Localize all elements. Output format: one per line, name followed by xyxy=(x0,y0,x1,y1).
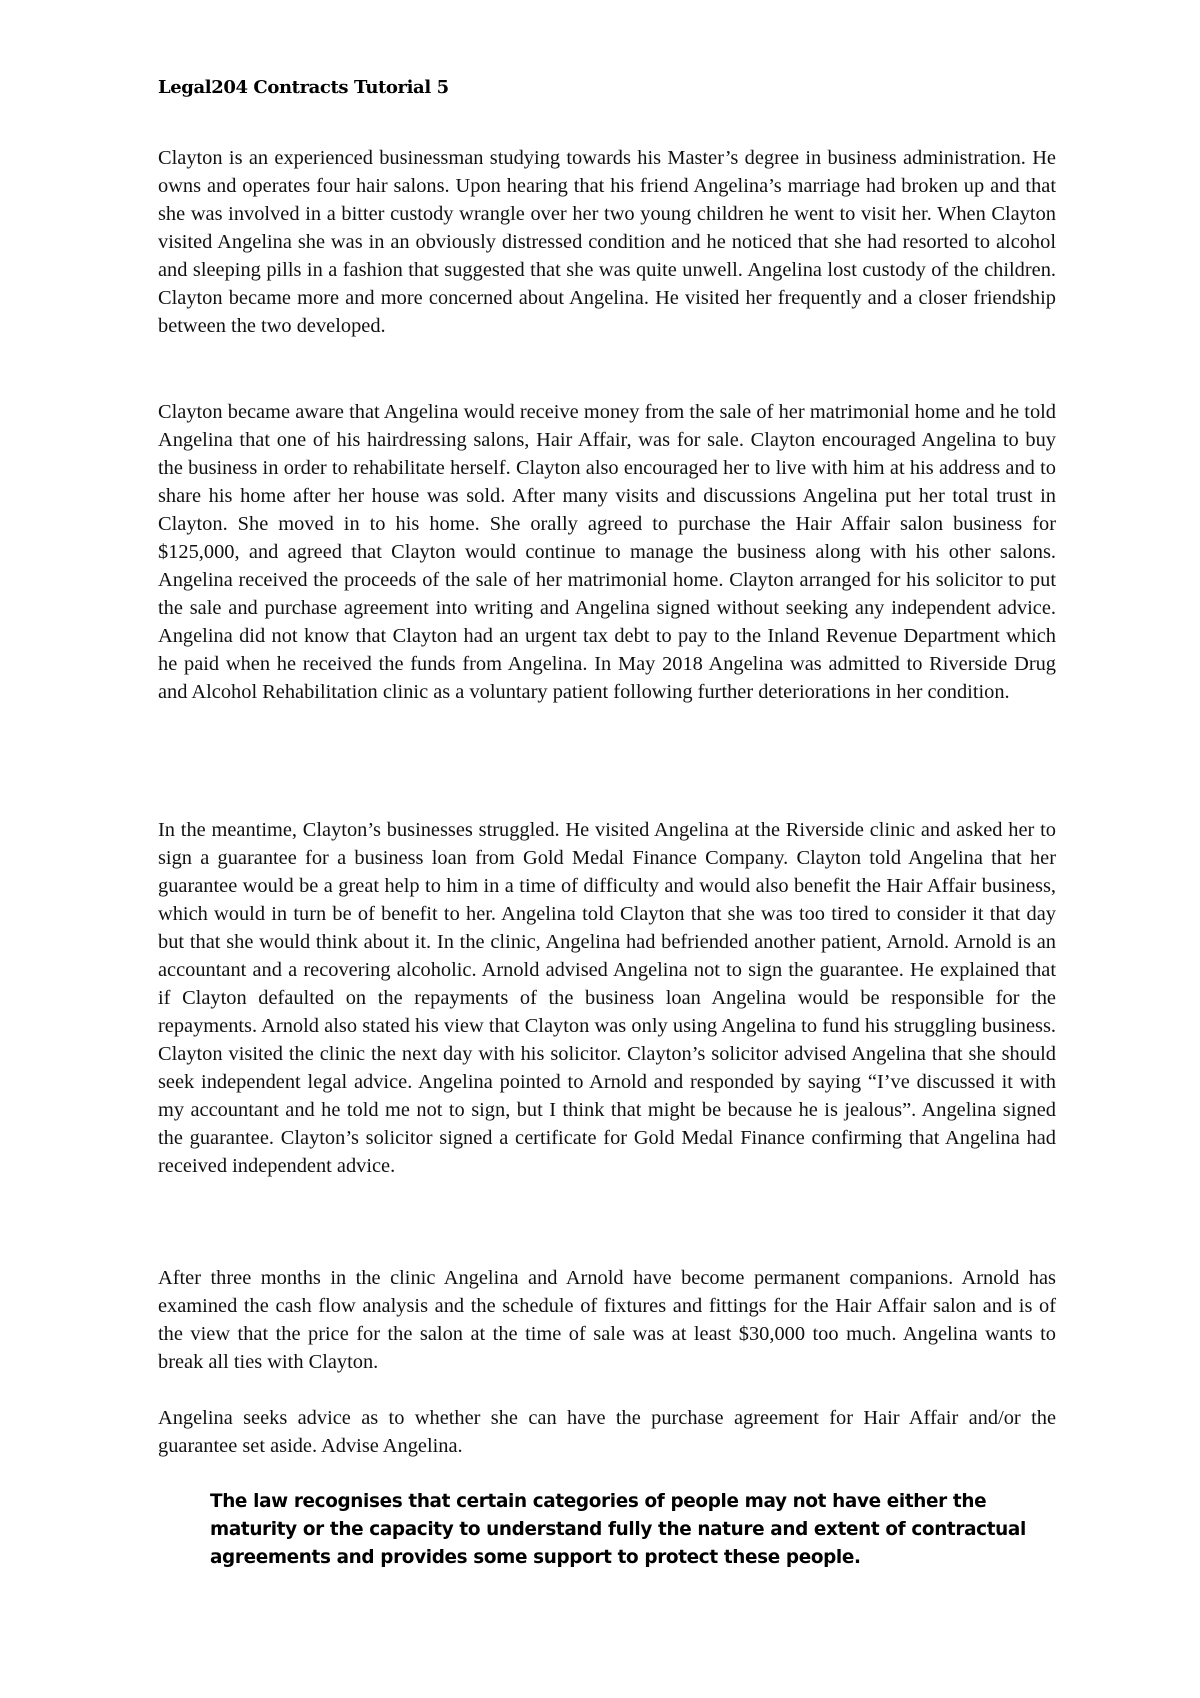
paragraph-guarantee: In the meantime, Clayton’s businesses struggled. He visited Angelina at the Riverside clinic and asked her to sign a guarantee for a business loan from Gold Medal Finance Company. Clayton told Angelina that her guarantee would be a great help to him in a time of difficulty and would also benefit the Hair Affair business, which would in turn be of benefit to her. Angelina told Clayton that she was too tired to consider it that day but that she would think about it. In the clinic, Angelina had befriended another patient, Arnold. Arnold is an accountant and a recovering alcoholic. Arnold advised Angelina not to sign the guarantee. He explained that if Clayton defaulted on the repayments of the business loan Angelina would be responsible for the repayments. Arnold also stated his view that Clayton was only using Angelina to fund his struggling business. Clayton visited the clinic the next day with his solicitor. Clayton’s solicitor advised Angelina that she should seek independent legal advice. Angelina pointed to Arnold and responded by saying “I’ve discussed it with my accountant and he told me not to sign, but I think that might be because he is jealous”. Angelina signed the guarantee. Clayton’s solicitor signed a certificate for Gold Medal Finance confirming that Angelina had received independent advice. xyxy=(158,819,1056,1177)
legal-principle-note: The law recognises that certain categories of people may not have either the maturity or the capacity to understand fully the nature and extent of contractual agreements and provides some support to protect these people. xyxy=(210,1491,1026,1568)
paragraph-aftermath: After three months in the clinic Angelina and Arnold have become permanent companions. Arnold has examined the cash flow analysis and the schedule of fixtures and fittings for the Hair Affair salon and is of the view that the price for the salon at the time of sale was at least $30,000 too much. Angelina wants to break all ties with Clayton. xyxy=(158,1267,1056,1373)
paragraph-question: Angelina seeks advice as to whether she can have the purchase agreement for Hair Affair and/or the guarantee set aside. Advise Angelina. xyxy=(158,1407,1056,1457)
paragraph-background: Clayton is an experienced businessman studying towards his Master’s degree in business administration. He owns and operates four hair salons. Upon hearing that his friend Angelina’s marriage had broken up and that she was involved in a bitter custody wrangle over her two young children he went to visit her. When Clayton visited Angelina she was in an obviously distressed condition and he noticed that she had resorted to alcohol and sleeping pills in a fashion that suggested that she was quite unwell. Angelina lost custody of the children. Clayton became more and more concerned about Angelina. He visited her frequently and a closer friendship between the two developed. xyxy=(158,147,1056,337)
paragraph-purchase-agreement: Clayton became aware that Angelina would receive money from the sale of her matrimonial home and he told Angelina that one of his hairdressing salons, Hair Affair, was for sale. Clayton encouraged Angelina to buy the business in order to rehabilitate herself. Clayton also encouraged her to live with him at his address and to share his home after her house was sold. After many visits and discussions Angelina put her total trust in Clayton. She moved in to his home. She orally agreed to purchase the Hair Affair salon business for $125,000, and agreed that Clayton would continue to manage the business along with his other salons. Angelina received the proceeds of the sale of her matrimonial home. Clayton arranged for his solicitor to put the sale and purchase agreement into writing and Angelina signed without seeking any independent advice. Angelina did not know that Clayton had an urgent tax debt to pay to the Inland Revenue Department which he paid when he received the funds from Angelina. In May 2018 Angelina was admitted to Riverside Drug and Alcohol Rehabilitation clinic as a voluntary patient following further deteriorations in her condition. xyxy=(158,401,1056,703)
document-title: Legal204 Contracts Tutorial 5 xyxy=(158,77,449,98)
